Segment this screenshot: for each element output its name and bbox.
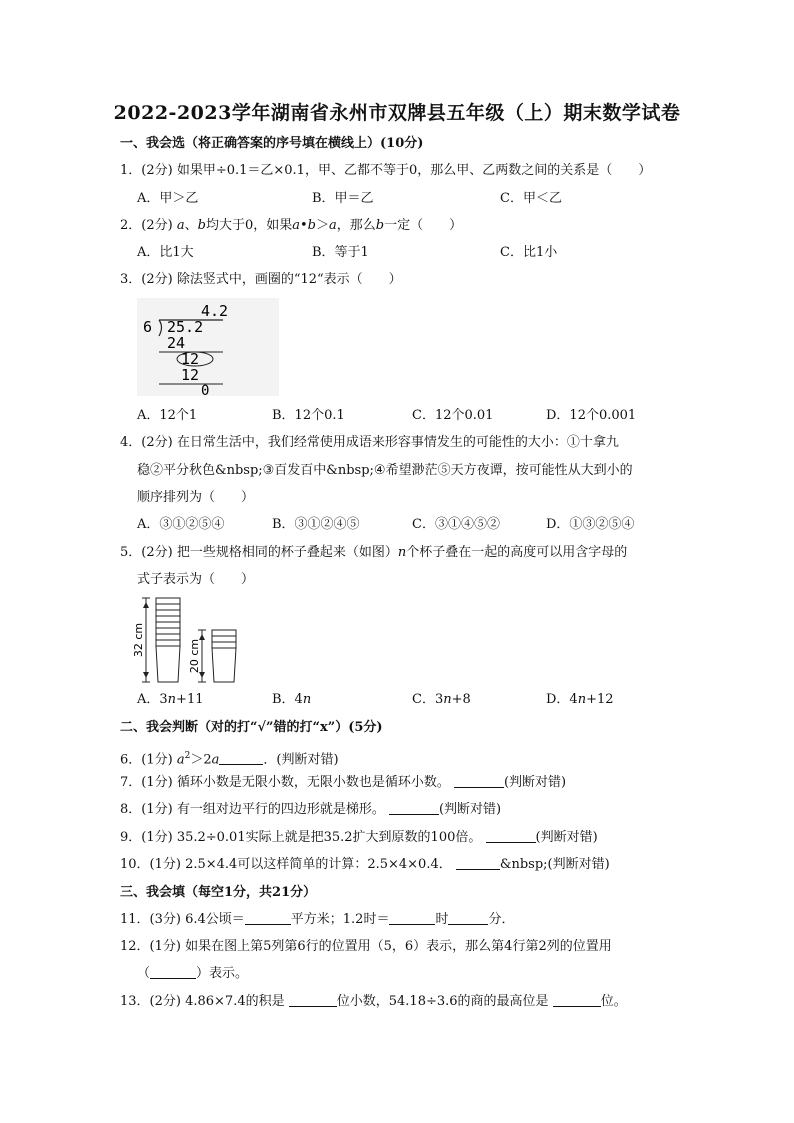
- question-8-text: [120, 800, 501, 820]
- q7-text: 7．(1分) 循环小数是无限小数，无限小数也是循环小数。: [120, 775, 450, 790]
- question-3-text: 3．(2分) 除法竖式中，画圈的“12“表示（ ）: [120, 272, 402, 287]
- question-4-line-3: 顺序排列为（ ）: [137, 490, 255, 505]
- q9-text: 9．(1分) 35.2÷0.01实际上就是把35.2扩大到原数的100倍。: [120, 830, 482, 845]
- division-quotient: 4.2: [201, 302, 229, 320]
- q5-option-c: C．3n+8: [412, 692, 471, 707]
- section-3-heading: 三、我会填（每空1分，共21分）: [120, 885, 317, 900]
- division-row-3: 12: [181, 366, 200, 384]
- q1-option-b: B．甲＝乙: [312, 191, 374, 206]
- q3-option-a: A．12个1: [137, 408, 198, 423]
- q2-sep: 、: [184, 218, 198, 233]
- question-12-line-1: 12．(1分) 如果在图上第5列第6行的位置用（5，6）表示，那么第4行第2列的位置用: [120, 939, 612, 954]
- q10-answer-blank: [456, 855, 500, 870]
- q2-tail-b: b: [375, 218, 385, 233]
- q6-var-a2: a: [211, 752, 220, 768]
- q5-line1-part-b: 个杯子叠在一起的高度可以用含字母的: [406, 545, 628, 560]
- q4-option-c: C．③①④⑤②: [412, 517, 500, 532]
- q2-expr-a: a: [292, 218, 300, 233]
- q11-blank-2: [389, 910, 435, 925]
- q11-blank-3: [448, 910, 488, 925]
- q6-answer-blank: [219, 750, 263, 765]
- q7-suffix: (判断对错): [503, 775, 567, 790]
- q11-part-4: 分．: [488, 912, 515, 927]
- question-12-line-2: [137, 964, 248, 984]
- q5-option-a: A．3n+11: [137, 692, 204, 707]
- question-4-line-1: 4．(2分) 在日常生活中，我们经常使用成语来形容事情发生的可能性的大小：①十拿九: [120, 435, 619, 450]
- short-cup-stack: [212, 630, 236, 682]
- q3-option-b: B．12个0.1: [272, 408, 345, 423]
- q4-option-b: B．③①②④⑤: [272, 517, 360, 532]
- q2-var-b: b: [197, 218, 206, 233]
- q2-prefix: 2．(2分): [120, 218, 177, 233]
- q13-blank-2: [553, 992, 601, 1007]
- section-2-heading: 二、我会判断（对的打“√”错的打“x”）(5分): [120, 720, 383, 735]
- q5-option-d: D．4n+12: [546, 692, 614, 707]
- q13-blank-1: [289, 992, 337, 1007]
- q13-part-2: 位小数，54.18÷3.6的商的最高位是: [336, 994, 549, 1009]
- q2-tail2: 一定（ ）: [384, 218, 463, 233]
- q9-answer-blank: [486, 828, 536, 843]
- q6-suffix: ．(判断对错): [263, 752, 339, 768]
- q3-option-d: D．12个0.001: [546, 408, 637, 423]
- q13-part-1: 13．(2分) 4.86×7.4的积是: [120, 994, 285, 1009]
- stacked-cups-figure: [132, 594, 244, 686]
- question-9-text: [120, 828, 598, 848]
- q6-prefix: 6．(1分): [120, 752, 177, 768]
- q2-expr-dot: •: [299, 218, 308, 233]
- q2-expr-a2: a: [329, 218, 337, 233]
- question-5-line-1: [120, 543, 627, 563]
- q10-text: 10．(1分) 2.5×4.4可以这样简单的计算：2.5×4×0.4．: [120, 857, 452, 872]
- q12-open-paren: （: [137, 966, 151, 981]
- q11-part-3: 时: [435, 912, 449, 927]
- q5-var-n: n: [397, 545, 407, 560]
- q11-part-2: 平方米；1.2时＝: [290, 912, 390, 927]
- question-5-line-2: 式子表示为（ ）: [137, 572, 255, 587]
- short-stack-height-label: 20 cm: [188, 638, 201, 674]
- question-1-text: 1．(2分) 如果甲÷0.1＝乙×0.1，甲、乙都不等于0，那么甲、乙两数之间的关系是（ ）: [120, 163, 652, 178]
- q11-part-1: 11．(3分) 6.4公顷＝: [120, 912, 245, 927]
- q6-var-a: a: [176, 752, 185, 768]
- section-1-heading: 一、我会选（将正确答案的序号填在横线上）(10分): [120, 136, 424, 151]
- q13-part-3: 位。: [600, 994, 627, 1009]
- q10-suffix: &nbsp;(判断对错): [499, 857, 610, 872]
- q2-middle: 均大于0，如果: [205, 218, 293, 233]
- question-6-text: [120, 746, 339, 770]
- question-7-text: [120, 773, 566, 793]
- q8-answer-blank: [389, 800, 439, 815]
- tall-cup-stack: [156, 598, 180, 682]
- division-divisor: 6: [143, 318, 153, 336]
- division-row-2-circled: 12: [181, 350, 200, 368]
- q2-option-c: C．比1小: [500, 245, 558, 260]
- q3-option-c: C．12个0.01: [412, 408, 494, 423]
- q4-option-a: A．③①②⑤④: [137, 517, 225, 532]
- question-2-text: [120, 216, 462, 236]
- q5-option-b: B．4n: [272, 692, 312, 707]
- q12-answer-blank: [150, 964, 196, 979]
- q8-text: 8．(1分) 有一组对边平行的四边形就是梯形。: [120, 802, 385, 817]
- question-10-text: [120, 855, 610, 875]
- long-division-figure: [137, 298, 279, 396]
- q2-option-b: B．等于1: [312, 245, 369, 260]
- q6-superscript: 2: [184, 751, 191, 761]
- q6-gt: ＞2: [190, 752, 212, 768]
- q8-suffix: (判断对错): [438, 802, 502, 817]
- q1-option-c: C．甲＜乙: [500, 191, 562, 206]
- q2-tail1: ，那么: [336, 218, 376, 233]
- division-dividend: 25.2: [167, 318, 204, 336]
- q7-answer-blank: [454, 773, 504, 788]
- q2-var-a: a: [176, 218, 185, 233]
- q4-option-d: D．①③②⑤④: [546, 517, 635, 532]
- q9-suffix: (判断对错): [535, 830, 598, 845]
- division-row-4: 0: [201, 383, 210, 396]
- q2-expr-gt: ＞: [315, 218, 329, 233]
- question-11-text: [120, 910, 514, 930]
- q12-close-text: ）表示。: [196, 966, 249, 981]
- question-4-line-2: 稳②平分秋色&nbsp;③百发百中&nbsp;④希望渺茫⑤天方夜谭，按可能性从大到小的: [137, 463, 633, 478]
- q2-option-a: A．比1大: [137, 245, 194, 260]
- question-13-text: [120, 992, 627, 1012]
- tall-stack-height-label: 32 cm: [132, 622, 145, 658]
- q1-option-a: A．甲＞乙: [137, 191, 199, 206]
- page-title: 2022-2023学年湖南省永州市双牌县五年级（上）期末数学试卷: [113, 102, 681, 124]
- q2-expr-b: b: [307, 218, 316, 233]
- q5-line1-part-a: 5．(2分) 把一些规格相同的杯子叠起来（如图）: [120, 545, 398, 560]
- division-row-1: 24: [167, 334, 186, 352]
- q11-blank-1: [245, 910, 291, 925]
